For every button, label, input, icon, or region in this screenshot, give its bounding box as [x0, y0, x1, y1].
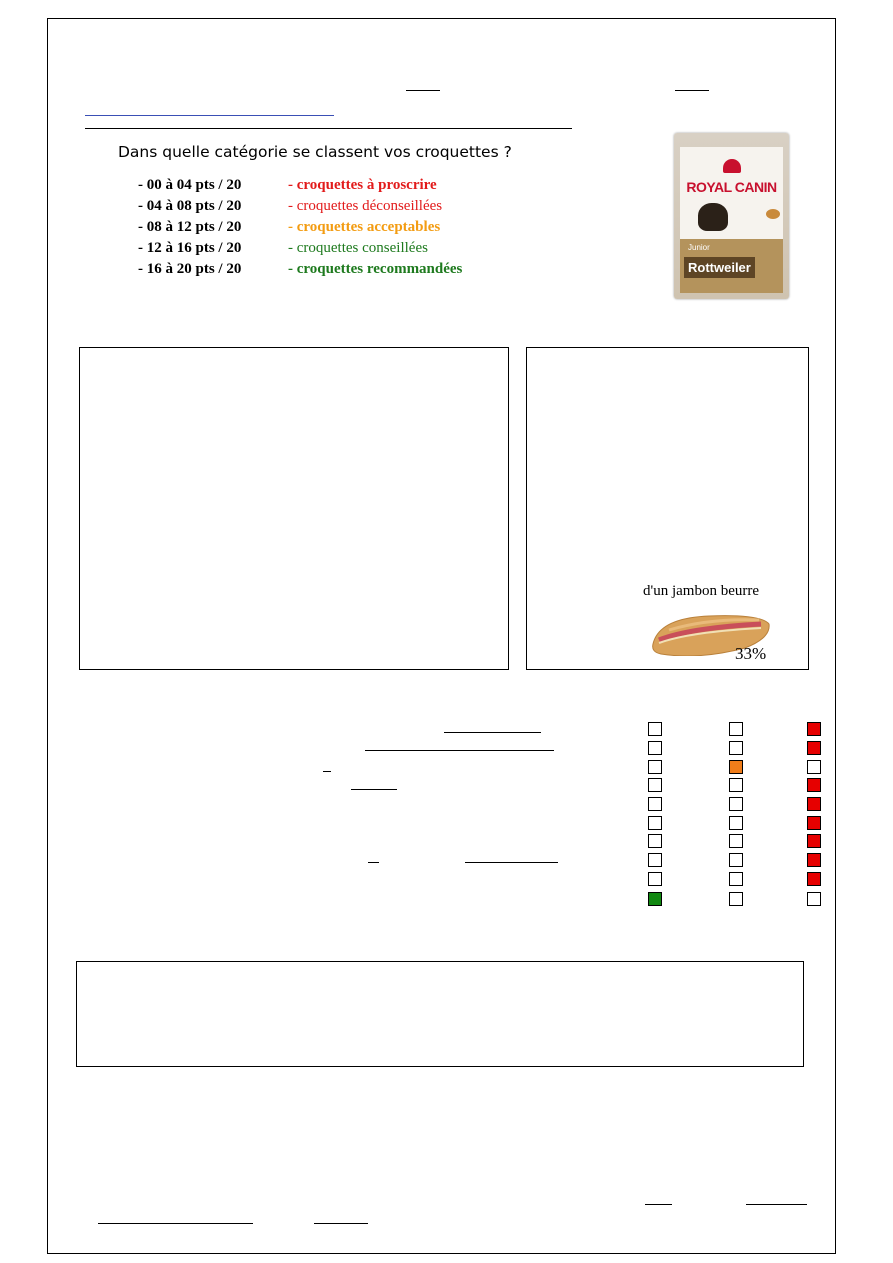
- summary-box: [76, 961, 804, 1067]
- rating-checkbox[interactable]: [807, 741, 821, 755]
- blank-field-line: [406, 90, 440, 91]
- category-row: [138, 175, 437, 195]
- rating-checkbox[interactable]: [807, 892, 821, 906]
- blank-field-line: [444, 732, 541, 733]
- category-range: - 08 à 12 pts / 20: [138, 219, 242, 235]
- category-range: - 12 à 16 pts / 20: [138, 240, 242, 256]
- rating-checkbox[interactable]: [729, 760, 743, 774]
- product-line: Junior: [688, 243, 710, 252]
- rating-checkbox[interactable]: [729, 834, 743, 848]
- category-range: - 16 à 20 pts / 20: [138, 261, 242, 277]
- link-underline: [85, 115, 334, 116]
- rating-checkbox[interactable]: [807, 834, 821, 848]
- kibble-icon: [766, 209, 780, 219]
- rating-checkbox[interactable]: [648, 760, 662, 774]
- blank-field-line: [368, 862, 379, 863]
- product-brand: ROYAL CANIN: [686, 179, 777, 195]
- rating-checkbox[interactable]: [807, 797, 821, 811]
- category-label: - croquettes déconseillées: [288, 198, 443, 214]
- rating-checkbox[interactable]: [807, 760, 821, 774]
- rating-checkbox[interactable]: [648, 722, 662, 736]
- blank-field-line: [465, 862, 558, 863]
- rating-checkbox[interactable]: [807, 872, 821, 886]
- category-range: - 04 à 08 pts / 20: [138, 198, 242, 214]
- category-row: [138, 196, 442, 216]
- rating-checkbox[interactable]: [648, 778, 662, 792]
- dog-icon: [698, 203, 728, 231]
- rating-checkbox[interactable]: [648, 816, 662, 830]
- blank-field-line: [645, 1204, 672, 1205]
- blank-field-line: [314, 1223, 368, 1224]
- product-breed: Rottweiler: [684, 257, 755, 278]
- category-row: [138, 217, 440, 237]
- rating-checkbox[interactable]: [807, 853, 821, 867]
- rating-checkbox[interactable]: [648, 797, 662, 811]
- crown-icon: [723, 159, 741, 173]
- category-row: [138, 259, 462, 279]
- section-underline: [85, 128, 572, 129]
- rating-checkbox[interactable]: [729, 741, 743, 755]
- blank-field-line: [746, 1204, 807, 1205]
- rating-checkbox[interactable]: [729, 892, 743, 906]
- category-label: - croquettes conseillées: [288, 240, 428, 256]
- rating-checkbox[interactable]: [729, 853, 743, 867]
- rating-checkbox[interactable]: [729, 816, 743, 830]
- blank-field-line: [365, 750, 554, 751]
- blank-field-line: [351, 789, 397, 790]
- category-row: [138, 238, 428, 258]
- rating-checkbox[interactable]: [807, 722, 821, 736]
- rating-checkbox[interactable]: [648, 872, 662, 886]
- left-info-box: [79, 347, 509, 670]
- category-question: Dans quelle catégorie se classent vos croquettes ?: [118, 143, 512, 161]
- blank-field-line: [98, 1223, 253, 1224]
- rating-checkbox[interactable]: [729, 722, 743, 736]
- blank-field-line: [675, 90, 709, 91]
- category-range: - 00 à 04 pts / 20: [138, 177, 242, 193]
- category-label: - croquettes à proscrire: [288, 177, 437, 193]
- rating-checkbox[interactable]: [648, 892, 662, 906]
- blank-field-line: [323, 771, 331, 772]
- rating-checkbox[interactable]: [729, 797, 743, 811]
- sandwich-label: d'un jambon beurre: [643, 583, 760, 599]
- rating-checkbox[interactable]: [807, 816, 821, 830]
- category-label: - croquettes recommandées: [288, 261, 463, 277]
- rating-checkbox[interactable]: [648, 834, 662, 848]
- rating-checkbox[interactable]: [729, 872, 743, 886]
- rating-checkbox[interactable]: [807, 778, 821, 792]
- sandwich-percent: 33%: [735, 644, 767, 663]
- rating-checkbox[interactable]: [729, 778, 743, 792]
- rating-checkbox[interactable]: [648, 853, 662, 867]
- product-image: [674, 133, 789, 299]
- category-label: - croquettes acceptables: [288, 219, 441, 235]
- rating-checkbox[interactable]: [648, 741, 662, 755]
